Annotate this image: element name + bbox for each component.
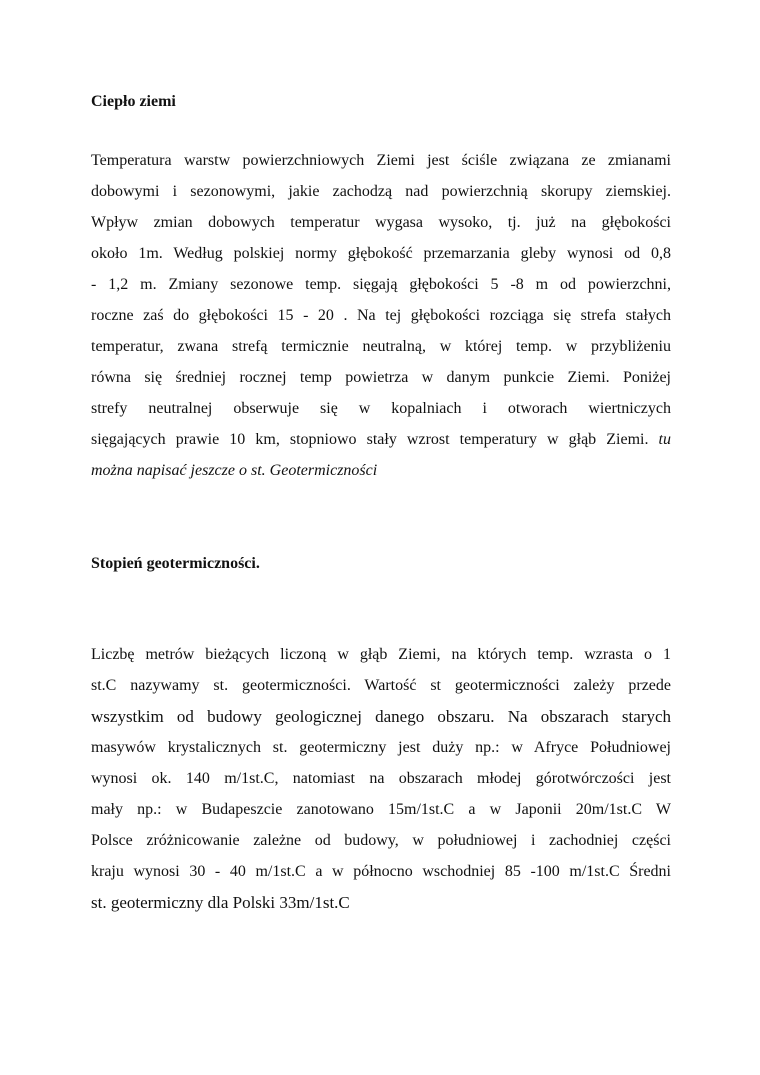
paragraph-line: Temperatura warstw powierzchniowych Ziemi jest ściśle związana ze zmianami xyxy=(91,152,671,169)
section-title-geothermal-degree: Stopień geotermiczności. xyxy=(91,555,260,572)
paragraph-earth-heat xyxy=(91,150,671,491)
paragraph-line: mały np.: w Budapeszcie zanotowano 15m/1st.C a w Japonii 20m/1st.C W xyxy=(91,801,671,818)
paragraph-line: Liczbę metrów bieżących liczoną w głąb Ziemi, na których temp. wzrasta o 1 xyxy=(91,646,671,663)
paragraph-line: strefy neutralnej obserwuje się w kopalniach i otworach wiertniczych xyxy=(91,400,671,417)
paragraph-line: st.C nazywamy st. geotermiczności. Wartość st geotermiczności zależy przede xyxy=(91,677,671,694)
paragraph-line: Wpływ zmian dobowych temperatur wygasa wysoko, tj. już na głębokości xyxy=(91,214,671,231)
paragraph-line: temperatur, zwana strefą termicznie neutralną, w której temp. w przybliżeniu xyxy=(91,338,671,355)
paragraph-line xyxy=(91,429,671,460)
section-title-heat: Ciepło ziemi xyxy=(91,93,176,110)
paragraph-line: - 1,2 m. Zmiany sezonowe temp. sięgają głębokości 5 -8 m od powierzchni, xyxy=(91,276,671,293)
paragraph-line: kraju wynosi 30 - 40 m/1st.C a w północno wschodniej 85 -100 m/1st.C Średni xyxy=(91,863,671,880)
paragraph-line: wynosi ok. 140 m/1st.C, natomiast na obszarach młodej górotwórczości jest xyxy=(91,770,671,787)
paragraph-line: równa się średniej rocznej temp powietrza w danym punkcie Ziemi. Poniżej xyxy=(91,369,671,386)
italic-note-start: tu xyxy=(658,431,671,448)
paragraph-line: Polsce zróżnicowanie zależne od budowy, w południowej i zachodniej części xyxy=(91,832,671,849)
paragraph-line: st. geotermiczny dla Polski 33m/1st.C xyxy=(91,893,350,912)
paragraph-line: wszystkim od budowy geologicznej danego obszaru. Na obszarach starych xyxy=(91,707,671,726)
paragraph-line: roczne zaś do głębokości 15 - 20 . Na tej głębokości rozciąga się strefa stałych xyxy=(91,307,671,324)
line-normal-text: sięgających prawie 10 km, stopniowo stały wzrost temperatury w głąb Ziemi. xyxy=(91,431,649,448)
paragraph-line: dobowymi i sezonowymi, jakie zachodzą nad powierzchnią skorupy ziemskiej. xyxy=(91,183,671,200)
italic-note-line: można napisać jeszcze o st. Geotermiczności xyxy=(91,462,378,479)
paragraph-geothermal-degree xyxy=(91,644,671,923)
paragraph-line: około 1m. Według polskiej normy głębokość przemarzania gleby wynosi od 0,8 xyxy=(91,245,671,262)
paragraph-line: masywów krystalicznych st. geotermiczny jest duży np.: w Afryce Południowej xyxy=(91,739,671,756)
